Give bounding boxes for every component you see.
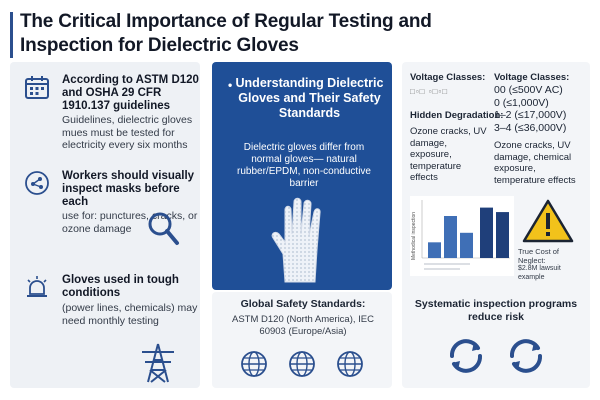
chart-bar (460, 233, 473, 258)
left-panel (10, 62, 200, 388)
calendar-icon (24, 74, 50, 100)
global-standards-panel (212, 292, 392, 388)
page-title-line-2: Inspection for Dielectric Gloves (20, 35, 299, 56)
globe-icon (336, 350, 364, 378)
voltage-classes-heading-right: Voltage Classes: (494, 72, 570, 83)
warning-light-icon (24, 274, 50, 300)
voltage-class-list (494, 84, 566, 134)
warning-triangle-icon (522, 198, 574, 244)
center-card-title: Understanding Dielectric Gloves and Their Safety Standards (235, 76, 384, 120)
global-standards-title: Global Safety Standards: (240, 298, 366, 310)
glove-icon (267, 194, 337, 284)
title-accent-bar (10, 12, 13, 58)
left-item-body: (power lines, chemicals) may need monthly testing (62, 302, 198, 327)
center-card-body: Dielectric gloves differ from normal gloves— natural rubber/EPDM, non-conductive barrier (237, 142, 371, 189)
hidden-degradation-left-text: Ozone cracks, UV damage, exposure, temperature effects (410, 126, 487, 183)
left-item-body: use for: punctures, cracks, or ozone damage (62, 210, 198, 235)
left-item-body: Guidelines, dielectric gloves mues must be tested for electricity every six months (62, 114, 193, 151)
inspection-bar-chart (410, 196, 514, 276)
left-item-head: Gloves used in tough conditions (62, 274, 179, 299)
left-item-head: According to ASTM D120 and OSHA 29 CFR 1910.137 guidelines (62, 74, 199, 112)
chart-bar (444, 216, 457, 258)
chart-bar (496, 212, 509, 258)
voltage-classes-heading-left: Voltage Classes: (410, 72, 486, 83)
true-cost-note (518, 248, 588, 282)
global-standards-body: ASTM D120 (North America), IEC 60903 (Europe/Asia) (231, 314, 374, 337)
globe-icon (288, 350, 316, 378)
voltage-class-item: 00 (≤500V AC) (494, 84, 563, 96)
globe-icon (240, 350, 268, 378)
voltage-class-item: 3–4 (≤36,000V) (494, 121, 567, 134)
voltage-class-item: 1–2 (≤17,000V) (494, 109, 567, 121)
center-card (212, 62, 392, 290)
chart-bar (428, 242, 441, 258)
magnifier-icon (146, 210, 180, 248)
share-nodes-icon (24, 170, 50, 196)
hidden-degradation-heading: Hidden Degradation: (410, 110, 504, 121)
voltage-classes-garbled: □▫□ ▫□▫□ (410, 87, 449, 96)
true-cost-label: True Cost of Neglect: (518, 247, 559, 265)
chart-y-label: Methodical inspection (411, 211, 417, 261)
hidden-degradation-right-text: Ozone cracks, UV damage, chemical exposure, temperature effects (494, 140, 576, 186)
true-cost-value: $2.8M lawsuit example (518, 265, 561, 281)
left-item-head: Workers should visually inspect masks before each (62, 170, 195, 208)
chart-bar (480, 208, 493, 258)
center-title-bullet: • (228, 78, 233, 92)
power-tower-icon (138, 342, 178, 384)
page-title (20, 10, 432, 58)
systematic-inspection-panel (402, 292, 590, 388)
cycle-arrows-icon (444, 334, 488, 378)
voltage-class-item: 0 (≤1,000V) (494, 96, 549, 109)
cycle-arrows-icon (504, 334, 548, 378)
page-title-line-1: The Critical Importance of Regular Testing and (20, 11, 432, 32)
systematic-inspection-title: Systematic inspection programs reduce risk (414, 298, 578, 323)
